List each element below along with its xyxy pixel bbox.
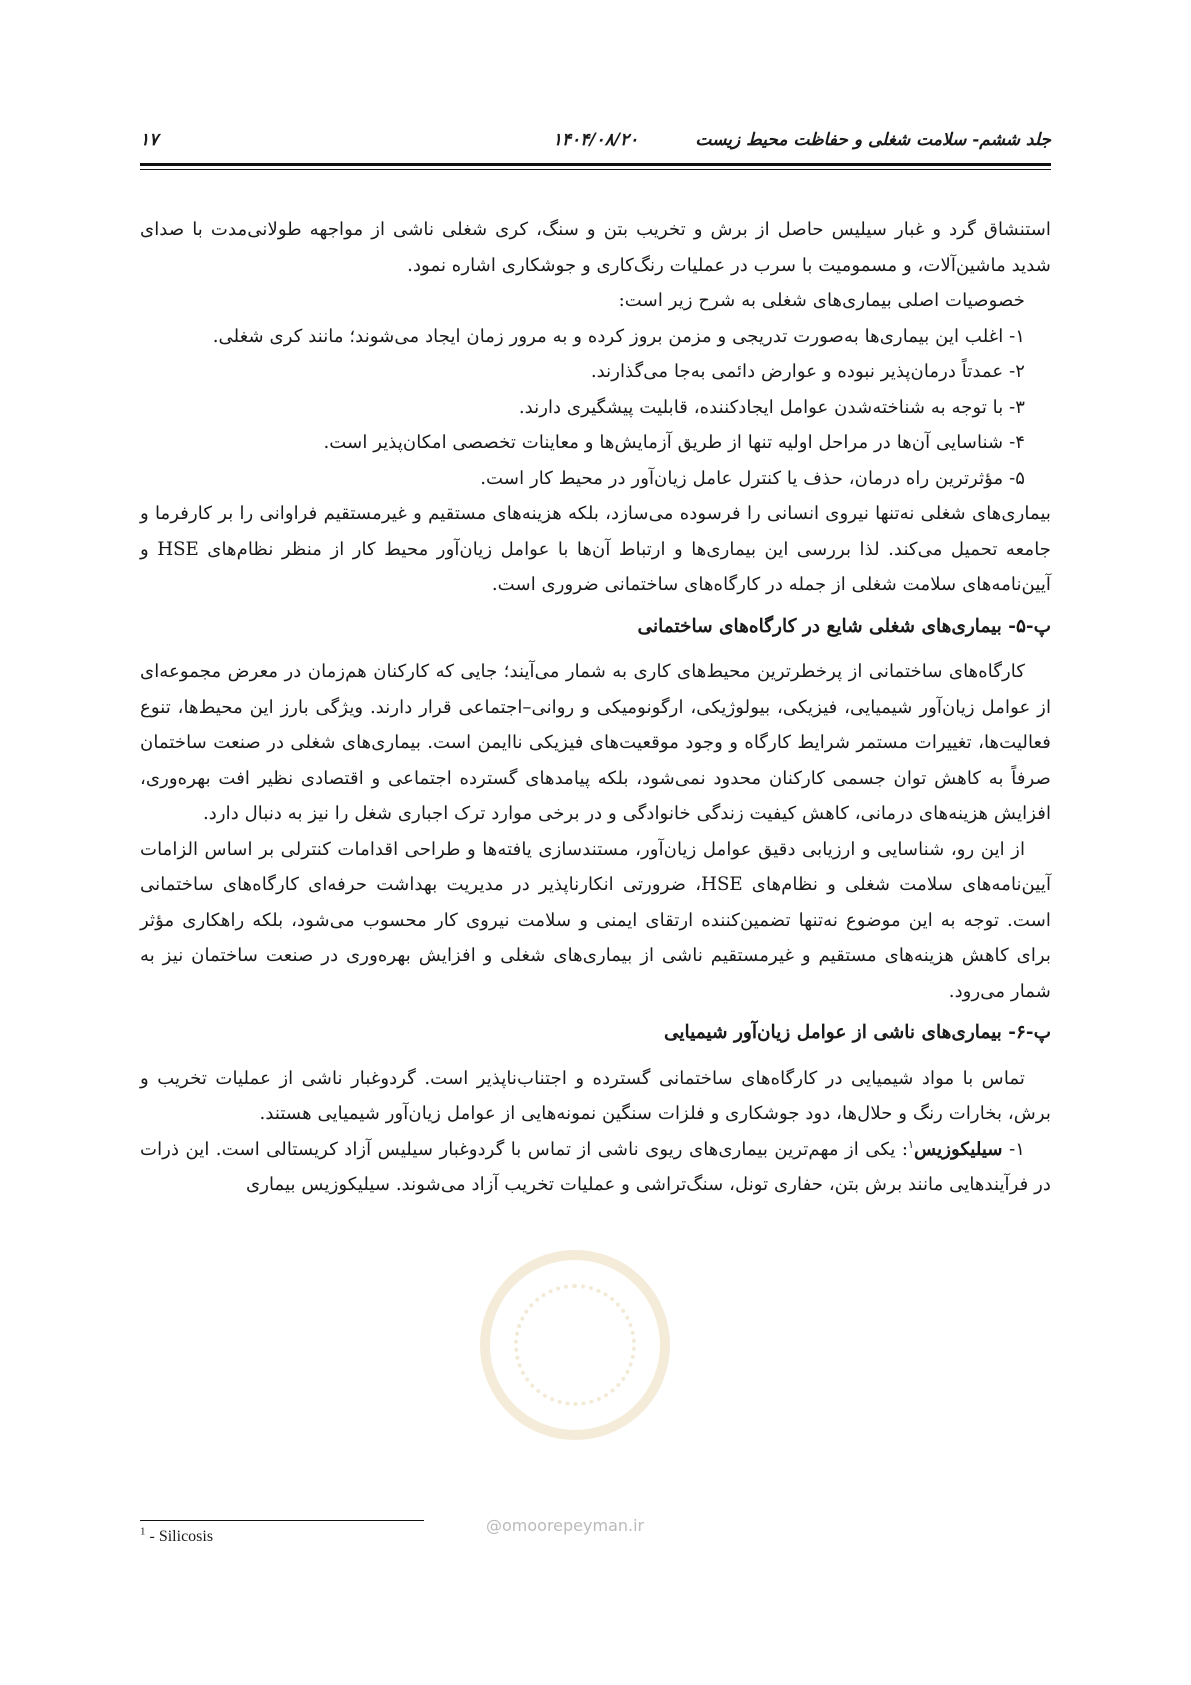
paragraph: خصوصیات اصلی بیماری‌های شغلی به شرح زیر است: [618, 290, 1025, 311]
header-rule-thin [140, 169, 1051, 170]
list-item: ۵- مؤثرترین راه درمان، حذف یا کنترل عامل زیان‌آور در محیط کار است. [480, 467, 1025, 489]
watermark-seal-inner-icon [514, 1284, 636, 1406]
header-rule-thick [140, 163, 1051, 166]
paragraph [140, 1132, 1051, 1203]
paragraph: کارگاه‌های ساختمانی از پرخطرترین محیط‌های کاری به شمار می‌آیند؛ جایی که کارکنان هم‌زمان در معرض مجموعه‌ای از عوامل زیان‌آور شیمیایی، فیزیکی، بیولوژیکی، ارگونومیکی و روانی–اجتماعی قرار دارند. ویژگی بارز این محیط‌ها، تنوع فعالیت‌ها، تغییرات مستمر شرایط کارگاه و وجود موقعیت‌های فیزیکی ناایمن است. بیماری‌های شغلی در صنعت ساختمان صرفاً به کاهش توان جسمی کارکنان محدود نمی‌شود، بلکه پیامدهای گسترده اجتماعی و اقتصادی نظیر افت بهره‌وری، افزایش هزینه‌های درمانی، کاهش کیفیت زندگی خانوادگی و در برخی موارد ترک اجباری شغل را نیز به دنبال دارد. [140, 661, 1051, 824]
paragraph: بیماری‌های شغلی نه‌تنها نیروی انسانی را فرسوده می‌سازد، بلکه هزینه‌های مستقیم و غیرمستقیم فراوانی را بر کارفرما و جامعه تحمیل می‌کند. لذا بررسی این بیماری‌ها و ارتباط آن‌ها با عوامل زیان‌آور محیط کار از منظر نظام‌های HSE و آیین‌نامه‌های سلامت شغلی از جمله در کارگاه‌های ساختمانی ضروری است. [140, 503, 1051, 595]
section-heading: پ-۶- بیماری‌های ناشی از عوامل زیان‌آور شیمیایی [663, 1022, 1051, 1043]
footnote-ref: ۱ [908, 1137, 914, 1151]
paragraph-text: : یکی از مهم‌ترین بیماری‌های ریوی ناشی از تماس با گردوغبار سیلیس آزاد کریستالی است. این ذرات در فرآیندهایی مانند برش بتن، حفاری تونل، سنگ‌تراشی و عملیات تخریب آزاد می‌شوند. سیلیکوزیس بیماری [140, 1138, 1051, 1195]
footnote-rule [140, 1520, 424, 1521]
term-bold: سیلیکوزیس [913, 1138, 1003, 1160]
section-heading: پ-۵- بیماری‌های شغلی شایع در کارگاه‌های ساختمانی [637, 615, 1051, 637]
list-item: ۳- با توجه به شناخته‌شدن عوامل ایجادکننده، قابلیت پیشگیری دارند. [518, 396, 1025, 418]
footnote-number: 1 [140, 1525, 146, 1538]
list-number: ۱- [1002, 1138, 1025, 1160]
footnote [140, 1525, 214, 1546]
journal-title: جلد ششم- سلامت شغلی و حفاظت محیط زیست [695, 130, 1051, 150]
list-item: ۴- شناسایی آن‌ها در مراحل اولیه تنها از طریق آزمایش‌ها و معاینات تخصصی امکان‌پذیر است. [323, 432, 1025, 453]
list-item: ۱- اغلب این بیماری‌ها به‌صورت تدریجی و مزمن بروز کرده و به مرور زمان ایجاد می‌شوند؛ مانند کری شغلی. [212, 325, 1025, 347]
page-number: ۱۷ [140, 130, 159, 150]
paragraph: تماس با مواد شیمیایی در کارگاه‌های ساختمانی گسترده و اجتناب‌ناپذیر است. گردوغبار ناشی از عملیات تخریب و برش، بخارات رنگ و حلال‌ها، دود جوشکاری و فلزات سنگین نمونه‌هایی از عوامل زیان‌آور شیمیایی هستند. [140, 1067, 1051, 1124]
document-body [140, 212, 1051, 1203]
watermark-text: @omoorepeyman.ir [486, 1516, 645, 1535]
list-item: ۲- عمدتاً درمان‌پذیر نبوده و عوارض دائمی به‌جا می‌گذارند. [590, 361, 1025, 382]
footnote-text: - Silicosis [145, 1528, 214, 1545]
header-date: ۱۴۰۴/۰۸/۲۰ [552, 130, 639, 150]
paragraph: استنشاق گرد و غبار سیلیس حاصل از برش و تخریب بتن و سنگ، کری شغلی ناشی از مواجهه طولانی‌مدت با صدای شدید ماشین‌آلات، و مسمومیت با سرب در عملیات رنگ‌کاری و جوشکاری اشاره نمود. [140, 219, 1051, 276]
page-header [140, 126, 1051, 156]
paragraph: از این رو، شناسایی و ارزیابی دقیق عوامل زیان‌آور، مستندسازی یافته‌ها و طراحی اقدامات کنترلی بر اساس الزامات آیین‌نامه‌های سلامت شغلی و نظام‌های HSE، ضرورتی انکارناپذیر در مدیریت بهداشت حرفه‌ای کارگاه‌های ساختمانی است. توجه به این موضوع نه‌تنها تضمین‌کننده ارتقای ایمنی و سلامت نیروی کار محسوب می‌شود، بلکه راهکاری مؤثر برای کاهش هزینه‌های مستقیم و غیرمستقیم ناشی از بیماری‌های شغلی و افزایش بهره‌وری در صنعت ساختمان نیز به شمار می‌رود. [140, 838, 1051, 1002]
